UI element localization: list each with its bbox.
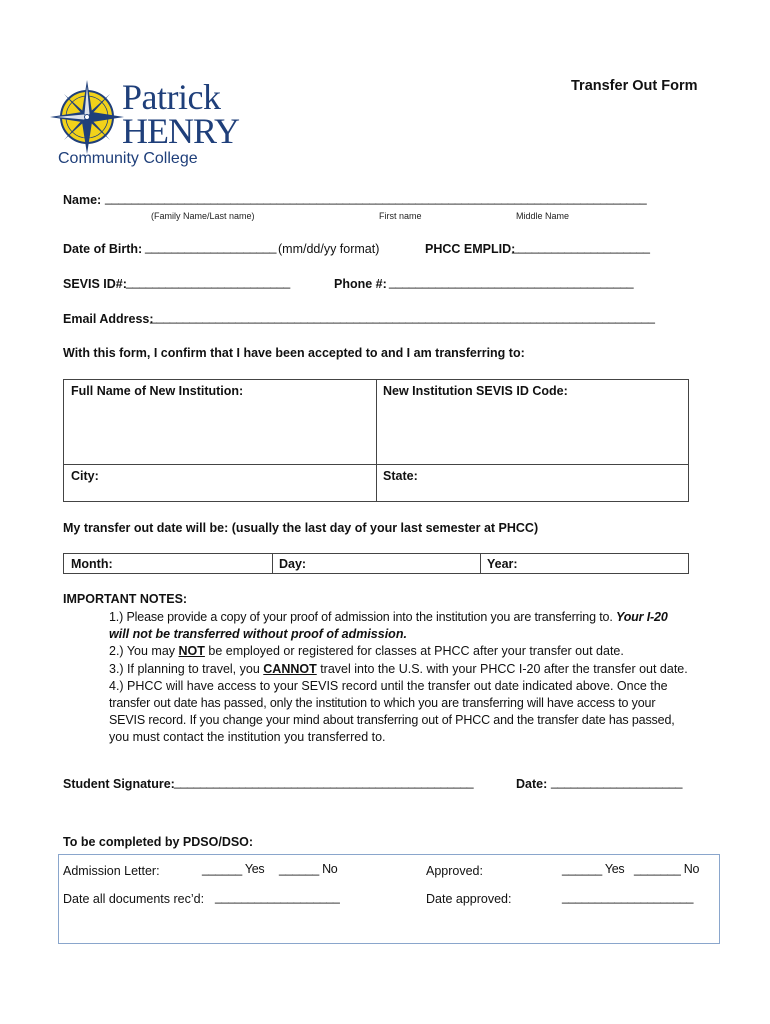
signature-input-line[interactable]: ______________________________________________ xyxy=(174,775,474,789)
note-1-emphasis: Your I-20 xyxy=(615,610,668,624)
note-4-line-3: SEVIS record. If you change your mind about transferring out of PHCC and the transfer date has passed, xyxy=(109,713,675,728)
documents-received-label: Date all documents rec’d: xyxy=(63,892,205,906)
form-title: Transfer Out Form xyxy=(571,78,698,94)
note-2-emphasis: NOT xyxy=(178,644,205,659)
emplid-input-line[interactable]: _____________________ xyxy=(512,240,650,254)
note-4-line-1: 4.) PHCC will have access to your SEVIS record until the transfer out date indicated above. Once the xyxy=(109,678,668,693)
year-label: Year: xyxy=(487,557,518,571)
month-label: Month: xyxy=(71,557,113,571)
dob-format-hint: (mm/dd/yy format) xyxy=(278,242,380,256)
day-label: Day: xyxy=(279,557,307,571)
dob-input-line[interactable]: ____________________ xyxy=(145,240,277,254)
documents-received-input-line[interactable]: ___________________ xyxy=(215,890,340,904)
email-label: Email Address: xyxy=(63,312,154,326)
transfer-date-statement: My transfer out date will be: (usually the last day of your last semester at PHCC) xyxy=(63,521,539,535)
note-3-text-a: 3.) If planning to travel, you xyxy=(109,661,264,676)
note-2-text-b: be employed or registered for classes at PHCC after your transfer out date. xyxy=(204,644,624,659)
confirm-statement: With this form, I confirm that I have been accepted to and I am transferring to: xyxy=(63,346,525,360)
day-cell[interactable] xyxy=(273,554,480,574)
name-hint-first: First name xyxy=(379,211,422,221)
name-hint-middle: Middle Name xyxy=(516,211,570,221)
year-cell[interactable] xyxy=(481,554,689,574)
emplid-label: PHCC EMPLID: xyxy=(425,242,516,256)
note-1-line-1 xyxy=(109,609,729,626)
approved-label: Approved: xyxy=(426,864,483,878)
institution-state-cell[interactable] xyxy=(377,465,689,502)
logo-patrick: Patrick xyxy=(122,77,221,117)
name-label: Name: xyxy=(63,193,102,207)
note-4-line-2: transfer out date has passed, only the institution to which you are transferring will have access to your xyxy=(109,696,656,711)
institution-state-label: State: xyxy=(383,469,418,483)
sevis-id-label: SEVIS ID#: xyxy=(63,277,127,291)
date-approved-input-line[interactable]: ____________________ xyxy=(562,890,694,904)
note-2-text-a: 2.) You may xyxy=(109,644,179,659)
notes-list xyxy=(109,609,729,747)
admission-yes-option[interactable]: ______ Yes xyxy=(202,862,265,876)
logo-community-college: Community College xyxy=(58,150,198,167)
compass-star-icon xyxy=(48,78,126,156)
college-logo xyxy=(48,78,258,170)
approved-no-option[interactable]: _______ No xyxy=(634,862,700,876)
signature-date-input-line[interactable]: ____________________ xyxy=(551,775,683,789)
transfer-date-table xyxy=(63,553,689,574)
institution-table xyxy=(63,379,689,502)
signature-date-label: Date: xyxy=(516,777,548,791)
institution-name-label: Full Name of New Institution: xyxy=(71,384,244,398)
note-1-line-2: will not be transferred without proof of admission. xyxy=(109,627,407,642)
institution-city-cell[interactable] xyxy=(64,465,376,502)
date-approved-label: Date approved: xyxy=(426,892,512,906)
signature-label: Student Signature: xyxy=(63,777,175,791)
institution-name-cell[interactable] xyxy=(64,380,376,464)
phone-label: Phone #: xyxy=(334,277,387,291)
note-4-line-4: you must contact the institution you transferred to. xyxy=(109,730,386,745)
sevis-id-input-line[interactable]: _________________________ xyxy=(126,275,290,289)
month-cell[interactable] xyxy=(64,554,272,574)
pdso-heading: To be completed by PDSO/DSO: xyxy=(63,835,254,849)
admission-no-option[interactable]: ______ No xyxy=(279,862,338,876)
note-2 xyxy=(109,643,729,660)
approved-yes-option[interactable]: ______ Yes xyxy=(562,862,625,876)
note-3-text-b: travel into the U.S. with your PHCC I-20 after the transfer out date. xyxy=(316,661,688,676)
note-3-emphasis: CANNOT xyxy=(263,661,317,676)
notes-heading: IMPORTANT NOTES: xyxy=(63,592,188,606)
institution-sevis-cell[interactable] xyxy=(377,380,689,464)
phone-input-line[interactable]: _____________________________________ xyxy=(389,275,634,289)
name-hint-family: (Family Name/Last name) xyxy=(151,211,255,221)
name-input-line[interactable]: __________________________________________________________________________________ xyxy=(105,191,647,205)
logo-henry: HENRY xyxy=(122,111,240,151)
institution-sevis-label: New Institution SEVIS ID Code: xyxy=(383,384,568,398)
note-1-text: 1.) Please provide a copy of your proof of admission into the institution you are transferring to. xyxy=(109,610,616,624)
admission-letter-label: Admission Letter: xyxy=(63,864,160,878)
institution-city-label: City: xyxy=(71,469,99,483)
dob-label: Date of Birth: xyxy=(63,242,143,256)
note-3 xyxy=(109,661,729,678)
email-input-line[interactable]: _____________________________________________________________________________ xyxy=(150,310,655,324)
